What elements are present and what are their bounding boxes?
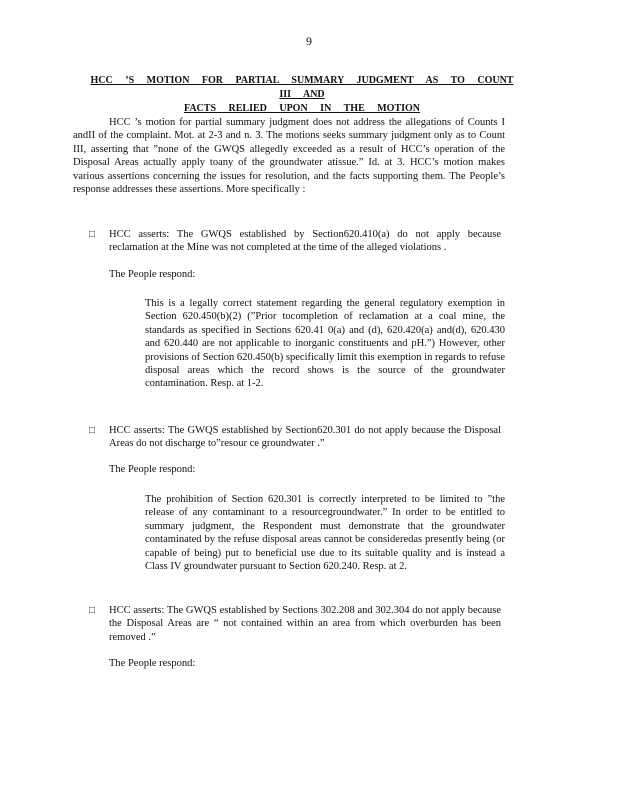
heading-line-2: FACTS RELIED UPON IN THE MOTION	[183, 103, 421, 114]
assertion-3: HCC asserts: The GWQS established by Sections 302.208 and 302.304 do not apply because the Disposal Areas are “ not contained within an area from which overburden has been removed .”	[109, 605, 501, 643]
assertion-2: HCC asserts: The GWQS established by Section620.301 do not apply because the Disposal Areas do not discharge to”resour ce groundwater .”	[109, 425, 501, 450]
bullet-icon: □	[89, 425, 96, 436]
respond-label-1: The People respond:	[109, 269, 196, 280]
bullet-icon: □	[89, 605, 96, 616]
response-2: The prohibition of Section 620.301 is correctly interpreted to be limited to ”the release of any contaminant to a resourcegroundwater.” In order to be entitled to summary judgment, the Respondent must demonstrate that the groundwater contaminated by the refuse disposal areas cannot be consideredas presently being (or capable of being) put to beneficial use due to its suitable quality and is instead a Class IV groundwater pursuant to Section 620.240. Resp. at 2.	[145, 494, 505, 573]
respond-label-2: The People respond:	[109, 464, 196, 475]
intro-paragraph: HCC ’s motion for partial summary judgment does not address the allegations of Counts I andII of the complaint. Mot. at 2-3 and n. 3. The motions seeks summary judgment only as to Count III, asserting that ”none of the GWQS allegedly exceeded as a result of HCC’s operation of the Disposal Areas actually apply toany of the groundwater atissue.” Id. at 3. HCC’s motion makes various assertions concerning the issues for resolution, and the facts supporting them. The People’s response addresses these assertions. More specifically :	[73, 117, 505, 196]
respond-label-3: The People respond:	[109, 658, 196, 669]
section-heading	[82, 74, 522, 116]
page-number: 9	[306, 34, 312, 48]
response-1: This is a legally correct statement regarding the general regulatory exemption in Section 620.450(b)(2) (”Prior tocompletion of reclamation at a coal mine, the standards as specified in Sections 620.41 0(a) and (d), 620.420(a) and(d), 620.430 and 620.440 are not applicable to inorganic constituents and pH.”) However, other provisions of Section 620.450(b) specifically limit this exemption in regards to refuse disposal areas which the record shows is the source of the groundwater contamination. Resp. at 1-2.	[145, 298, 505, 390]
heading-line-1: HCC ’S MOTION FOR PARTIAL SUMMARY JUDGMENT AS TO COUNT III AND	[90, 75, 514, 100]
bullet-icon: □	[89, 229, 96, 240]
assertion-1: HCC asserts: The GWQS established by Section620.410(a) do not apply because reclamation at the Mine was not completed at the time of the alleged violations .	[109, 229, 501, 254]
